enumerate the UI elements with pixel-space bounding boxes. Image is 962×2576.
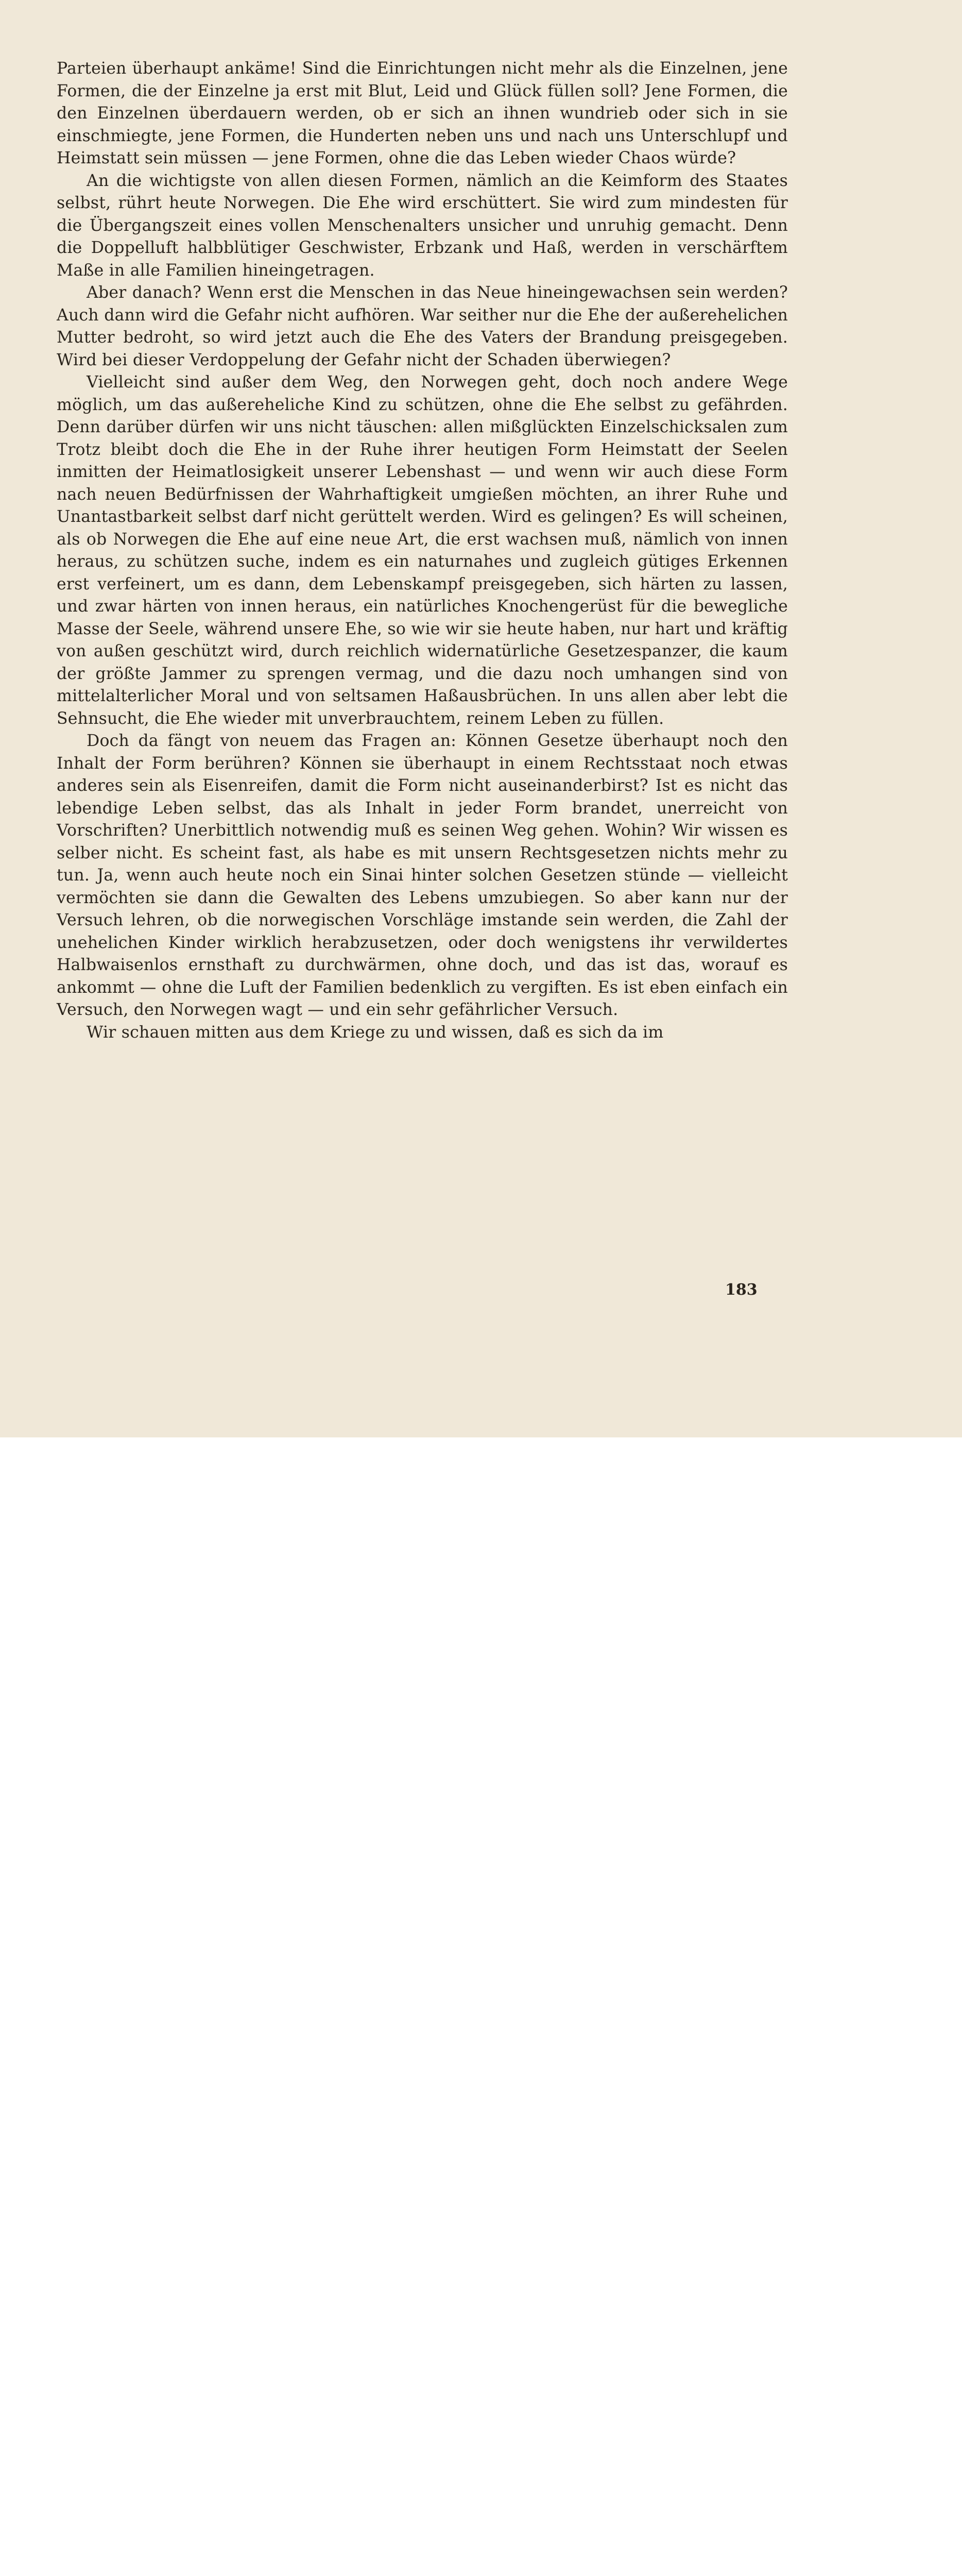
viewer-footer [0,1437,962,1513]
paragraph: Parteien überhaupt ankäme! Sind die Einrichtungen nicht mehr als die Einzelnen, jene Formen, die der Einzelne ja erst mit Blut, Leid und Glück füllen soll? Jene Formen, die den Einzelnen überdauern werden, ob er sich an ihnen wundrieb oder sich in sie einschmiegte, jene Formen, die Hunderten neben uns und nach uns Unterschlupf und Heimstatt sein müssen — jene Formen, ohne die das Leben wieder Chaos würde? [57,59,788,167]
body-text [57,58,788,1044]
paragraph: Aber danach? Wenn erst die Menschen in das Neue hineingewachsen sein werden? Auch dann wird die Gefahr nicht aufhören. War seither nur die Ehe der außerehelichen Mutter bedroht, so wird jetzt auch die Ehe des Vaters der Brandung preisgegeben. Wird bei dieser Verdoppelung der Gefahr nicht der Schaden überwiegen? [57,283,788,369]
paragraph: Wir schauen mitten aus dem Kriege zu und wissen, daß es sich da im [87,1023,664,1042]
paragraph: An die wichtigste von allen diesen Formen, nämlich an die Keimform des Staates selbst, rührt heute Norwegen. Die Ehe wird erschüttert. Sie wird zum mindesten für die Übergangszeit eines vollen Menschenalters unsicher und unruhig gemacht. Denn die Doppelluft halbblütiger Geschwister, Erbzank und Haß, werden in verschärftem Maße in alle Familien hineingetragen. [57,171,788,280]
paragraph: Doch da fängt von neuem das Fragen an: Können Gesetze überhaupt noch den Inhalt der Form berühren? Können sie überhaupt in einem Rechtsstaat noch etwas anderes sein als Eisenreifen, damit die Form nicht auseinanderbirst? Ist es nicht das lebendige Leben selbst, das als Inhalt in jeder Form brandet, unerreicht von Vorschriften? Unerbittlich notwendig muß es seinen Weg gehen. Wohin? Wir wissen es selber nicht. Es scheint fast, als habe es mit unsern Rechtsgesetzen nichts mehr zu tun. Ja, wenn auch heute noch ein Sinai hinter solchen Gesetzen stünde — vielleicht vermöchten sie dann die Gewalten des Lebens umzubiegen. So aber kann nur der Versuch lehren, ob die norwegischen Vorschläge imstande sein werden, die Zahl der unehelichen Kinder wirklich herabzusetzen, oder doch wenigstens ihr verwildertes Halbwaisenlos ernsthaft zu durchwärmen, ohne doch, und das ist das, worauf es ankommt — ohne die Luft der Familien bedenklich zu vergiften. Es ist eben einfach ein Versuch, den Norwegen wagt — und ein sehr gefährlicher Versuch. [57,732,788,1019]
page-number: 183 [725,1281,758,1299]
paragraph: Vielleicht sind außer dem Weg, den Norwegen geht, doch noch andere Wege möglich, um das außereheliche Kind zu schützen, ohne die Ehe selbst zu gefährden. Denn darüber dürfen wir uns nicht täuschen: allen mißglückten Einzelschicksalen zum Trotz bleibt doch die Ehe in der Ruhe ihrer heutigen Form Heimstatt der Seelen inmitten der Heimatlosigkeit unserer Lebenshast — und wenn wir auch diese Form nach neuen Bedürfnissen der Wahrhaftigkeit umgießen möchten, an ihrer Ruhe und Unantastbarkeit selbst darf nicht gerüttelt werden. Wird es gelingen? Es will scheinen, als ob Norwegen die Ehe auf eine neue Art, die erst wachsen muß, nämlich von innen heraus, zu schützen suche, indem es ein naturnahes und zugleich gütiges Erkennen erst verfeinert, um es dann, dem Lebenskampf preisgegeben, sich härten zu lassen, und zwar härten von innen heraus, ein natürliches Knochengerüst für die bewegliche Masse der Seele, während unsere Ehe, so wie wir sie heute haben, nur hart und kräftig von außen geschützt wird, durch reichlich widernatürliche Gesetzespanzer, die kaum der größte Jammer zu sprengen vermag, und die dazu noch umhangen sind von mittelalterlicher Moral und von seltsamen Haßausbrüchen. In uns allen aber lebt die Sehnsucht, die Ehe wieder mit unverbrauchtem, reinem Leben zu füllen. [57,373,788,728]
